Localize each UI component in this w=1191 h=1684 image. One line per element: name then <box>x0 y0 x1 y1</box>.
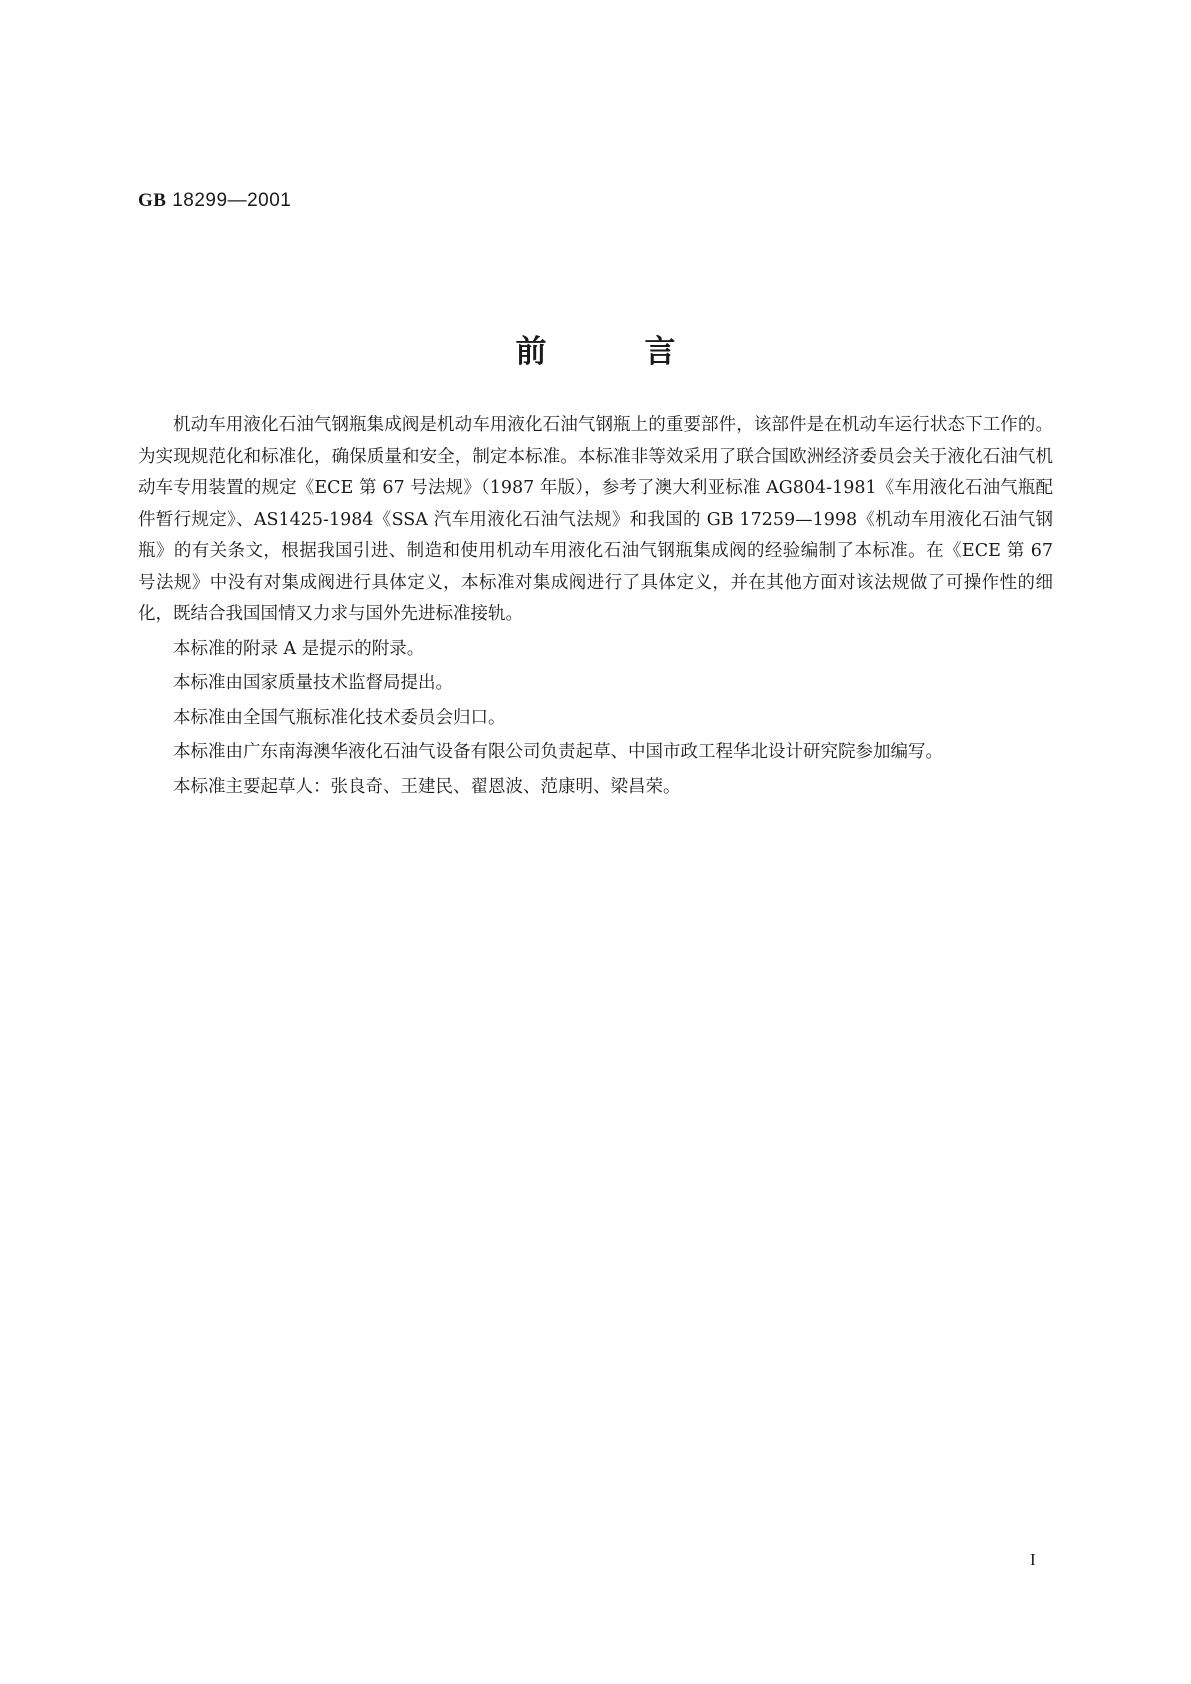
paragraph-intro: 机动车用液化石油气钢瓶集成阀是机动车用液化石油气钢瓶上的重要部件，该部件是在机动车运行状态下工作的。为实现规范化和标准化，确保质量和安全，制定本标准。本标准非等效采用了联合国欧洲经济委员会关于液化石油气机动车专用装置的规定《ECE 第 67 号法规》（1987 年版），参考了澳大利亚标准 AG804-1981《车用液化石油气瓶配件暂行规定》、AS1425-1984《SSA 汽车用液化石油气法规》和我国的 GB 17259—1998《机动车用液化石油气钢瓶》的有关条文，根据我国引进、制造和使用机动车用液化石油气钢瓶集成阀的经验编制了本标准。在《ECE 第 67 号法规》中没有对集成阀进行具体定义，本标准对集成阀进行了具体定义，并在其他方面对该法规做了可操作性的细化，既结合我国国情又力求与国外先进标准接轨。 <box>138 415 1053 624</box>
page-number: I <box>1030 1550 1036 1569</box>
standard-number: 18299—2001 <box>172 190 292 211</box>
paragraph-proposer: 本标准由国家质量技术监督局提出。 <box>173 673 453 693</box>
paragraph-drafters: 本标准主要起草人：张良奇、王建民、翟恩波、范康明、梁昌荣。 <box>173 776 681 797</box>
paragraph-appendix: 本标准的附录 A 是提示的附录。 <box>173 638 425 659</box>
paragraph-drafting-org: 本标准由广东南海澳华液化石油气设备有限公司负责起草、中国市政工程华北设计研究院参加编写。 <box>173 742 943 762</box>
standard-prefix: GB <box>138 190 167 211</box>
standard-code <box>138 190 291 212</box>
foreword-body <box>138 410 1053 806</box>
page-title: 前言 <box>515 334 774 370</box>
paragraph-committee: 本标准由全国气瓶标准化技术委员会归口。 <box>173 707 506 728</box>
